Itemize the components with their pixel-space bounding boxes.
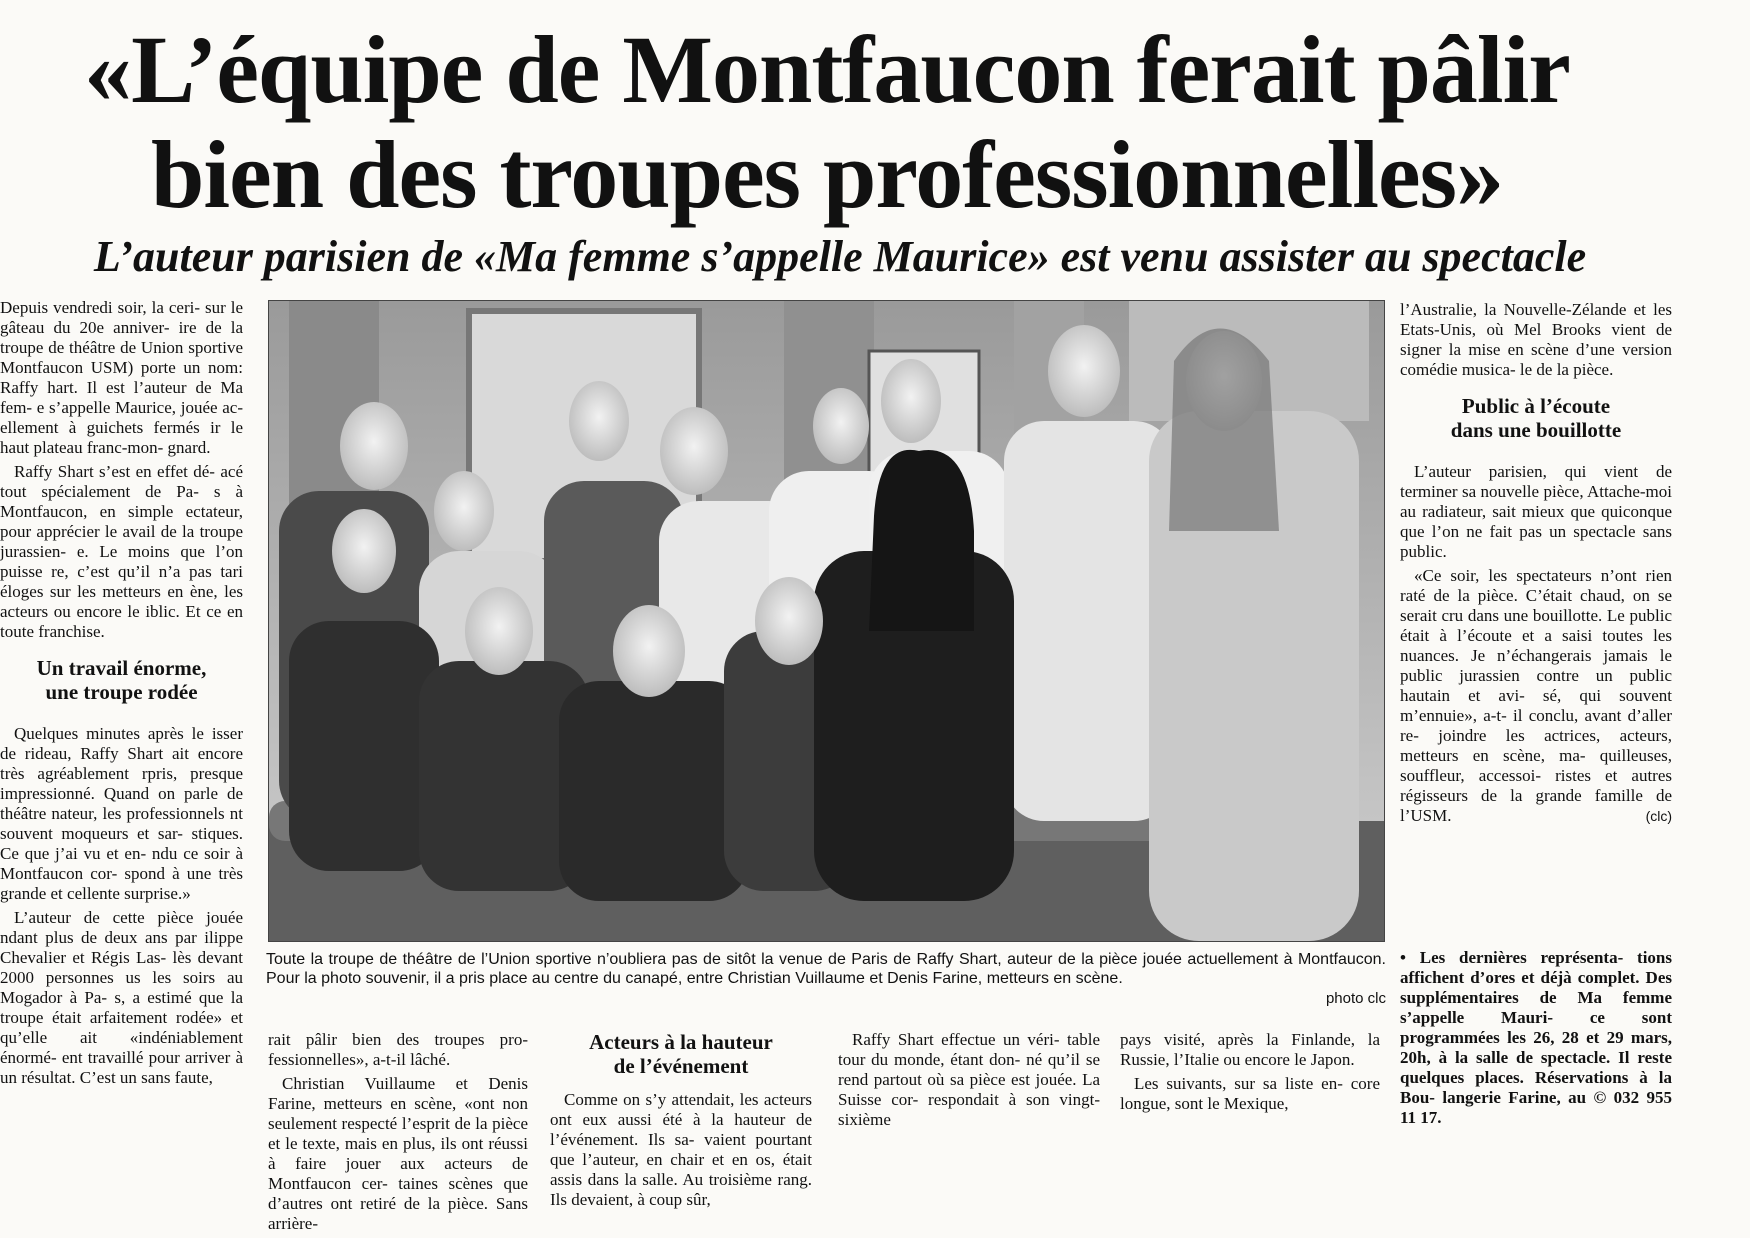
bottom-col2-subtitle-line-2: de l’événement — [613, 1054, 749, 1078]
right-para-3-text: «Ce soir, les spectateurs n’ont rien raté de la pièce. C’était chaud, on se serait cru dans une bouillotte. Le public était à l’écoute et a saisi toutes les nuances. Je n’échangerais jamais le public jurassien contre un public hautain et avi- sé, qui souvent m’ennuie», a-t- il conclu, avant d’aller re- joindre les actrices, acteurs, metteurs en scène, ma- quilleuses, souffleur, accessoi- ristes et autres régisseurs de la grande famille de l’USM. — [1400, 566, 1672, 825]
bottom-col2-subtitle — [550, 1030, 812, 1078]
bottom-column-3 — [838, 1030, 1100, 1238]
left-column — [0, 298, 243, 1238]
info-box-text: • Les dernières représenta- tions affichent d’ores et déjà complet. Des supplémentaires de Ma femme s’appelle Mauri- ce sont programmées les 26, 28 et 29 mars, 20h, à la salle de spectacle. Il reste quelques places. Réservations à la Bou- langerie Farine, au © 032 955 11 17. — [1400, 948, 1672, 1127]
right-column — [1400, 300, 1672, 1000]
bottom-col2-para-1: Comme on s’y attendait, les acteurs ont eux aussi été à la hauteur de l’événement. Ils sa- vaient pourtant que l’auteur, en chair et en os, était assis dans la salle. Au troisième rang. Ils devaient, à coup sûr, — [550, 1090, 812, 1209]
headline-line-2: bien des troupes professionnelles» — [151, 121, 1503, 228]
group-photo-image — [269, 301, 1384, 941]
right-para-2: L’auteur parisien, qui vient de terminer sa nouvelle pièce, Attache-moi au radiateur, sait mieux que quiconque que l’on ne fait pas un spectacle sans public. — [1400, 462, 1672, 561]
right-para-1: l’Australie, la Nouvelle-Zélande et les Etats-Unis, où Mel Brooks vient de signer la mise en scène d’une version comédie musica- le de la pièce. — [1400, 300, 1672, 379]
bottom-col4-para-1: pays visité, après la Finlande, la Russie, l’Italie ou encore le Japon. — [1120, 1030, 1380, 1069]
bottom-col2-subtitle-line-1: Acteurs à la hauteur — [589, 1030, 773, 1054]
bottom-column-4 — [1120, 1030, 1380, 1238]
left-para-3: Quelques minutes après le isser de rideau, Raffy Shart ait encore très agréablement rpris, presque impressionné. Quand on parle de théâtre nateur, les professionnels nt souvent moqueurs et sar- stiques. Ce que j’ai vu et en- ndu ce soir à Montfaucon cor- spond à une très grande et cellente surprise.» — [0, 724, 243, 903]
troupe-group-photo — [268, 300, 1385, 942]
bottom-col1-para-1: rait pâlir bien des troupes pro- fessionnelles», a-t-il lâché. — [268, 1030, 528, 1069]
bottom-col3-para-1: Raffy Shart effectue un véri- table tour du monde, étant don- né qu’il se rend partout où sa pièce est jouée. La Suisse cor- respondait à son vingt-sixième — [838, 1030, 1100, 1129]
performance-info-box — [1400, 948, 1672, 1127]
right-subtitle — [1400, 394, 1672, 442]
right-subtitle-line-2: dans une bouillotte — [1450, 418, 1622, 442]
left-para-4: L’auteur de cette pièce jouée ndant plus de deux ans par ilippe Chevalier et Régis Las- lès devant 2000 personnes us les soirs au Mogador à Pa- s, a estimé que la troupe était arfaitement rodée» et qu’elle ait «indéniablement énormé- ent travaillé pour arriver à un résultat. C’est un sans faute, — [0, 908, 243, 1087]
bottom-col1-para-2: Christian Vuillaume et Denis Farine, metteurs en scène, «ont non seulement respecté l’esprit de la pièce et le texte, mais en plus, ils ont réussi à faire jouer aux acteurs de Montfaucon cer- taines scènes que d’autres ont retiré de la pièce. Sans arrière- — [268, 1074, 528, 1233]
headline-line-1: «L’équipe de Montfaucon ferait pâlir — [84, 16, 1570, 123]
left-subtitle — [0, 656, 243, 704]
photo-caption: Toute la troupe de théâtre de l’Union sportive n’oubliera pas de sitôt la venue de Paris de Raffy Shart, auteur de la pièce jouée actuellement à Montfaucon. Pour la photo souvenir, il a pris place au centre du canapé, entre Christian Vuillaume et Denis Farine, metteurs en scène. — [266, 951, 1386, 987]
left-para-1: Depuis vendredi soir, la ceri- sur le gâteau du 20e anniver- ire de la troupe de théâtre de Union sportive Montfaucon USM) porte un nom: Raffy hart. Il est l’auteur de Ma fem- e s’appelle Maurice, jouée ac- ellement à guichets fermés ir le haut plateau franc-mon- gnard. — [0, 298, 243, 457]
bottom-col4-para-2: Les suivants, sur sa liste en- core longue, sont le Mexique, — [1120, 1074, 1380, 1113]
right-subtitle-line-1: Public à l’écoute — [1461, 394, 1611, 418]
bottom-column-2 — [550, 1030, 812, 1238]
right-signature: (clc) — [1645, 808, 1672, 824]
left-subtitle-line-1: Un travail énorme, — [36, 656, 207, 680]
right-para-3 — [1400, 566, 1672, 826]
photo-credit: photo clc — [1325, 990, 1386, 1007]
bottom-column-1 — [268, 1030, 528, 1238]
subheadline: L’auteur parisien de «Ma femme s’appelle Maurice» est venu assister au spectacle — [93, 232, 1587, 281]
left-subtitle-line-2: une troupe rodée — [45, 680, 198, 704]
left-para-2: Raffy Shart s’est en effet dé- acé tout spécialement de Pa- s à Montfaucon, en simple ectateur, pour apprécier le avail de la troupe jurassien- e. Le moins que l’on puisse re, c’est qu’il n’a pas tari éloges sur les metteurs en ène, les acteurs ou encore le iblic. Et ce en toute franchise. — [0, 462, 243, 641]
